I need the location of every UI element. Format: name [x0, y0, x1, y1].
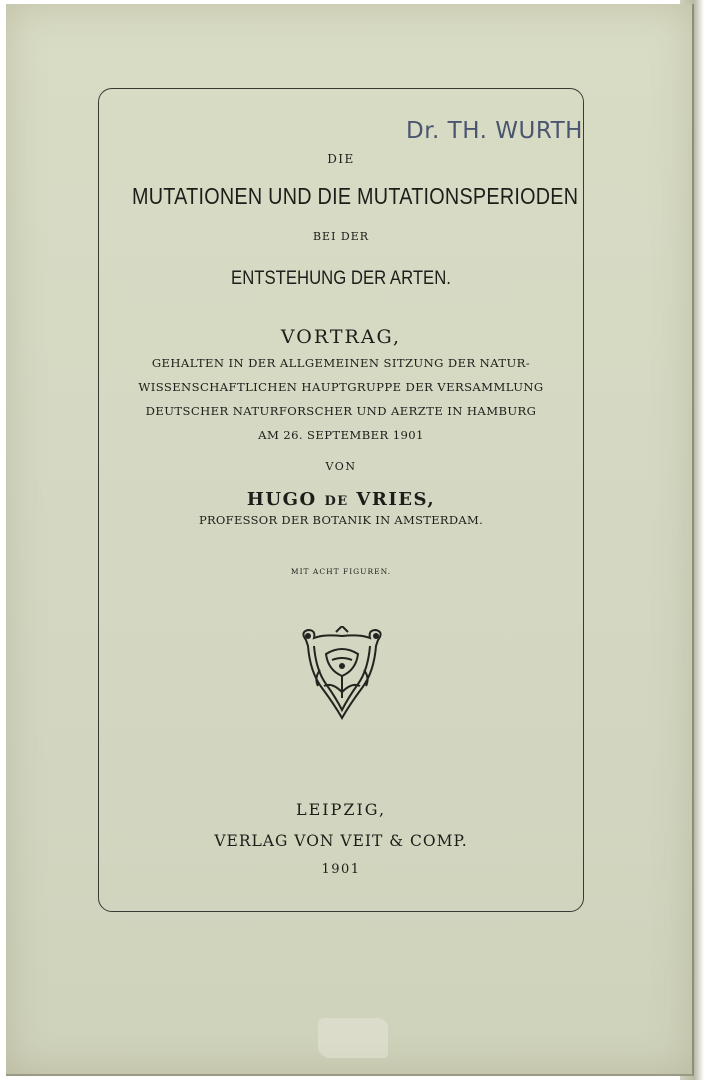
paper-tear: [318, 1018, 388, 1058]
owner-stamp: Dr. TH. WURTH: [406, 118, 583, 144]
publication-place: LEIPZIG,: [295, 800, 387, 819]
author-name: [98, 489, 584, 510]
description-line: GEHALTEN IN DER ALLGEMEINEN SITZUNG DER NATUR-: [151, 356, 531, 370]
figures-note: MIT ACHT FIGUREN.: [290, 567, 392, 576]
author-particle: DE: [324, 494, 349, 509]
sub-title: ENTSTEHUNG DER ARTEN.: [231, 268, 451, 289]
publication-year: 1901: [321, 862, 361, 877]
description-line: WISSENSCHAFTLICHEN HAUPTGRUPPE DER VERSAMMLUNG: [138, 380, 544, 394]
author-affiliation: PROFESSOR DER BOTANIK IN AMSTERDAM.: [198, 513, 484, 527]
publisher-name: VERLAG VON VEIT & COMP.: [214, 832, 468, 850]
title-article: DIE: [327, 152, 355, 166]
main-title: MUTATIONEN UND DIE MUTATIONSPERIODEN: [132, 183, 579, 209]
author-first-name: HUGO: [246, 489, 317, 510]
by-label: VON: [325, 460, 357, 473]
author-last-name: VRIES,: [356, 489, 436, 510]
title-connector: BEI DER: [312, 230, 370, 243]
description-line: DEUTSCHER NATURFORSCHER UND AERZTE IN HAMBURG: [145, 404, 537, 418]
genre-heading: VORTRAG,: [280, 326, 402, 348]
description-line: AM 26. SEPTEMBER 1901: [258, 428, 424, 442]
publisher-emblem-icon: [296, 626, 388, 722]
